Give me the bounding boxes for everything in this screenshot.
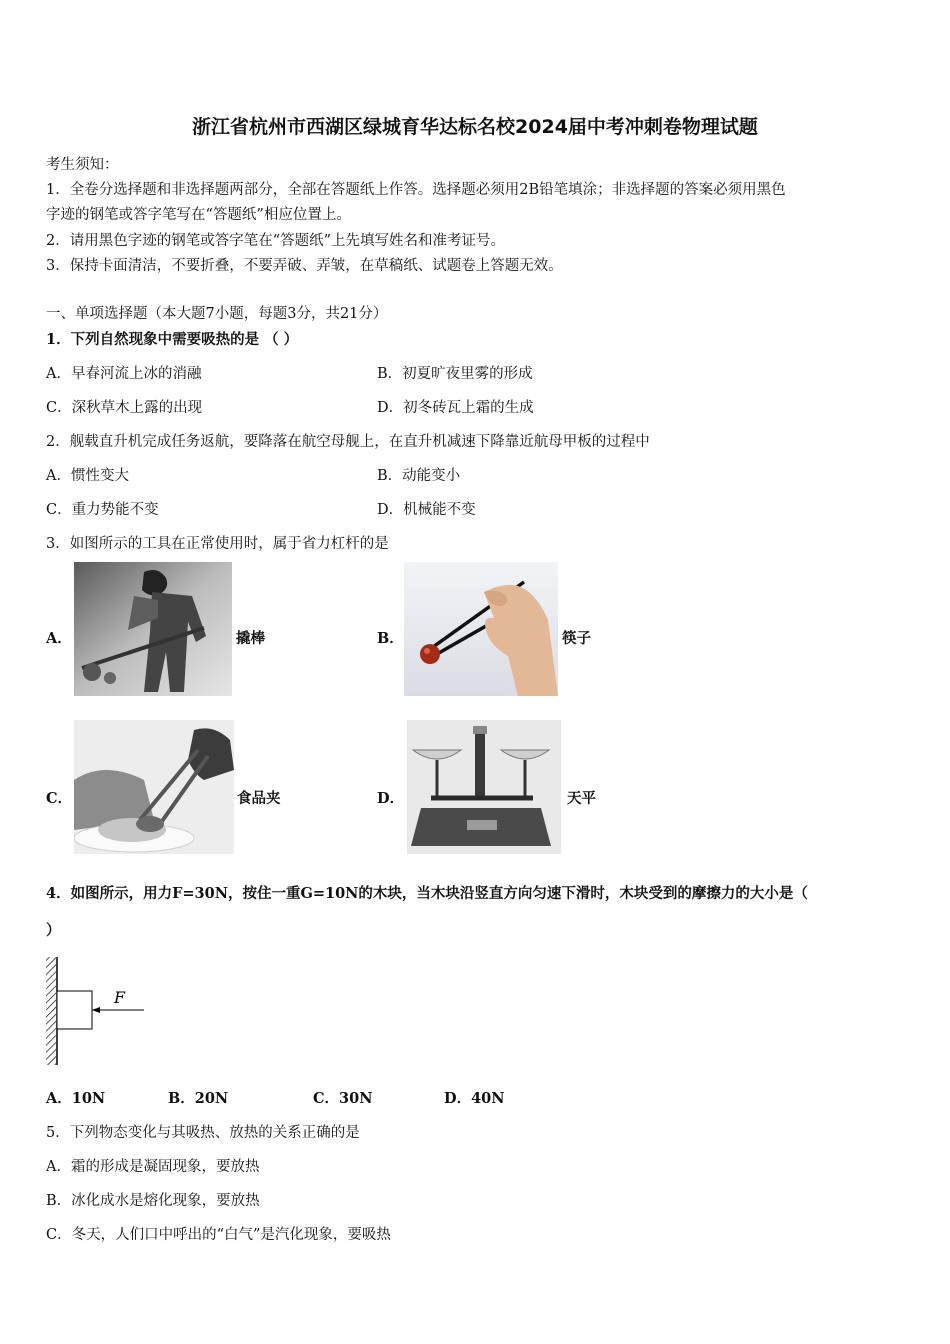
wall-block-diagram [44,955,154,1067]
q4-option-d: D．40N [444,1090,505,1107]
balance-scale-image [407,720,561,854]
q3-option-a-label: 撬棒 [236,630,265,647]
q5-stem: 5．下列物态变化与其吸热、放热的关系正确的是 [46,1125,360,1141]
q5-option-c: C．冬天，人们口中呼出的“白气”是汽化现象，要吸热 [46,1227,391,1243]
q4-stem: 4．如图所示，用力F=30N，按住一重G=10N的木块，当木块沿竖直方向匀速下滑时，木块受到的摩擦力的大小是（ [46,885,808,902]
q2-option-c: C．重力势能不变 [46,502,159,518]
q1-option-b: B．初夏旷夜里雾的形成 [377,366,533,382]
q4-option-c: C．30N [313,1090,373,1107]
q3-option-a-letter: A． [46,630,72,647]
q3-option-b-letter: B． [377,630,404,647]
q1-option-d: D．初冬砖瓦上霜的生成 [377,400,534,416]
q3-option-c-label: 食品夹 [237,790,281,807]
notice-heading: 考生须知： [46,157,119,173]
q4-option-b: B．20N [168,1090,229,1107]
food-tongs-image [74,720,234,854]
q2-option-d: D．机械能不变 [377,502,476,518]
q4-stem-end: ） [46,922,61,939]
q3-option-d-label: 天平 [567,790,596,807]
q3-stem: 3．如图所示的工具在正常使用时，属于省力杠杆的是 [46,536,389,552]
notice-line-2: 2．请用黑色字迹的钢笔或答字笔在“答题纸”上先填写姓名和准考证号。 [46,233,506,249]
exam-title: 浙江省杭州市西湖区绿城育华达标名校2024届中考冲刺卷物理试题 [192,116,758,138]
q1-option-c: C．深秋草木上露的出现 [46,400,203,416]
notice-line-1b: 字迹的钢笔或答字笔写在“答题纸”相应位置上。 [46,207,351,223]
q2-option-b: B．动能变小 [377,468,461,484]
q3-option-c-letter: C． [46,790,73,807]
crowbar-image [74,562,232,696]
q5-option-b: B．冰化成水是熔化现象，要放热 [46,1193,260,1209]
q2-option-a: A．惯性变大 [46,468,129,484]
q3-option-d-letter: D． [377,790,405,807]
q4-option-a: A．10N [46,1090,106,1107]
q1-stem: 1．下列自然现象中需要吸热的是 （ ） [46,331,299,348]
q3-option-b-label: 筷子 [562,630,591,647]
q5-option-a: A．霜的形成是凝固现象，要放热 [46,1159,260,1175]
section-heading: 一、单项选择题（本大题7小题，每题3分，共21分） [46,306,388,322]
notice-line-1a: 1．全卷分选择题和非选择题两部分，全部在答题纸上作答。选择题必须用2B铅笔填涂；非选择题的答案必须用黑色 [46,182,786,198]
chopsticks-image [404,562,558,696]
q1-option-a: A．早春河流上冰的消融 [46,366,202,382]
q2-stem: 2．舰载直升机完成任务返航，要降落在航空母舰上，在直升机减速下降靠近航母甲板的过程中 [46,434,650,450]
force-label: F [114,988,126,1007]
notice-line-3: 3．保持卡面清洁，不要折叠，不要弄破、弄皱，在草稿纸、试题卷上答题无效。 [46,258,563,274]
